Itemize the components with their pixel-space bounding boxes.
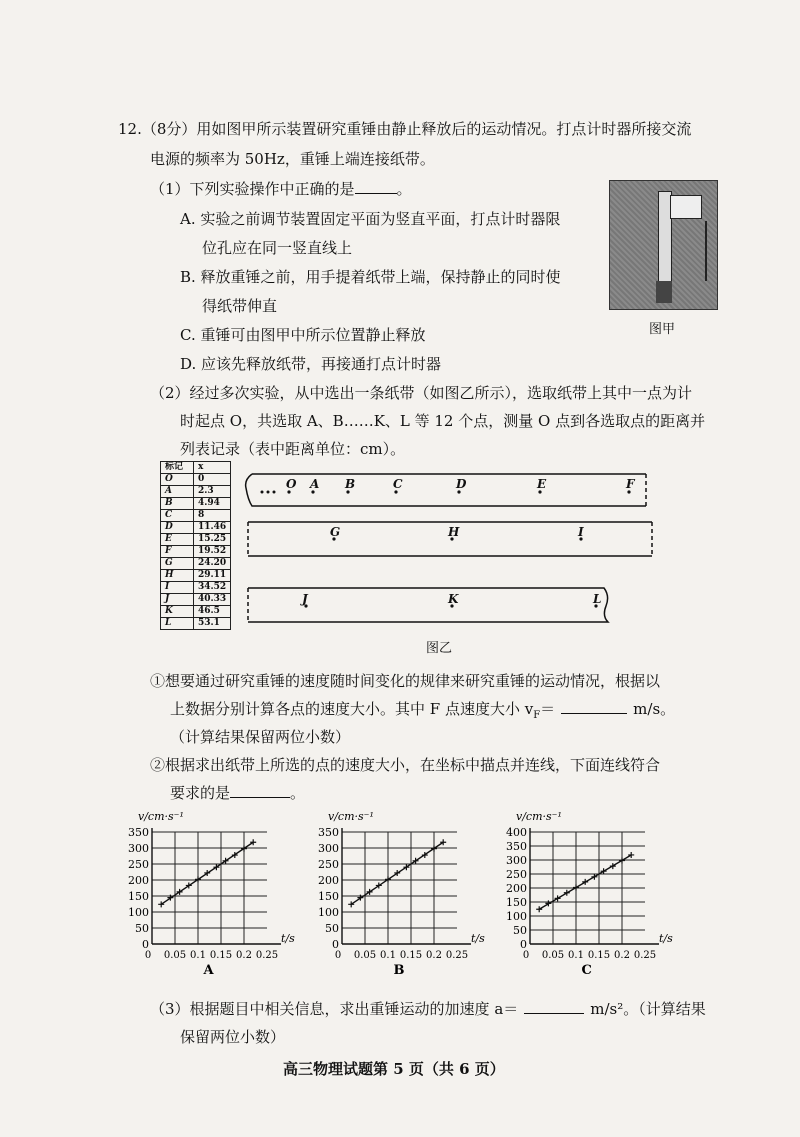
table-cell-distance: 29.11 [194, 570, 231, 582]
chart-y-tick-label: 150 [318, 890, 339, 903]
part2-sub1-eq: ＝ [540, 700, 556, 718]
chart-y-tick-label: 250 [128, 858, 149, 871]
table-header-x: x [194, 462, 231, 474]
table-row [161, 570, 231, 582]
table-cell-mark: D [161, 522, 194, 534]
table-cell-mark: I [161, 582, 194, 594]
chart-y-tick-label: 0 [520, 938, 527, 951]
table-row [161, 522, 231, 534]
table-row [161, 546, 231, 558]
part3-text: （3）根据题目中相关信息，求出重锤运动的加速度 a＝ [150, 1000, 519, 1018]
table-row [161, 558, 231, 570]
apparatus-weight [656, 281, 672, 303]
part2-line2: 时起点 O，共选取 A、B……K、L 等 12 个点，测量 O 点到各选取点的距离并 [180, 412, 706, 430]
chart-data-point [628, 852, 634, 858]
part3-line2: 保留两位小数） [180, 1028, 286, 1046]
part1-answer-blank[interactable] [355, 179, 397, 194]
tape-label-a: A [310, 477, 320, 491]
part2-sub2-end: 。 [290, 784, 306, 802]
chart-y-tick-label: 200 [128, 874, 149, 887]
tape-label-b: B [345, 477, 356, 491]
table-cell-distance: 19.52 [194, 546, 231, 558]
chart-x-tick-label: 0.15 [399, 950, 423, 961]
part1-prompt-end: 。 [396, 180, 412, 198]
part2-line3: 列表记录（表中距离单位：cm）。 [180, 440, 406, 458]
chart-x-axis-label: t/s [471, 932, 485, 945]
chart-y-tick-label: 350 [506, 840, 527, 853]
part1-option-c: C. 重锤可由图甲中所示位置静止释放 [180, 326, 426, 344]
tape-label-i: I [578, 525, 584, 539]
chart-x-tick-label: 0.2 [426, 950, 442, 961]
part2-sub1-unit: m/s。 [633, 700, 676, 718]
table-cell-distance: 53.1 [194, 618, 231, 630]
table-cell-distance: 24.20 [194, 558, 231, 570]
chart-answer-blank[interactable] [230, 783, 290, 798]
chart-y-tick-label: 100 [506, 910, 527, 923]
apparatus-clamp [670, 195, 702, 219]
page-footer: 高三物理试题第 5 页（共 6 页） [283, 1060, 505, 1078]
chart-y-tick-label: 150 [128, 890, 149, 903]
chart-y-tick-label: 150 [506, 896, 527, 909]
table-cell-distance: 34.52 [194, 582, 231, 594]
table-cell-mark: O [161, 474, 194, 486]
table-cell-mark: C [161, 510, 194, 522]
part2-sub1-line2 [170, 698, 675, 721]
chart-x-tick-label: 0.25 [445, 950, 469, 961]
table-header-mark: 标记 [161, 462, 194, 474]
part1-option-a-line1: A. 实验之前调节装置固定平面为竖直平面，打点计时器限 [180, 210, 561, 228]
chart-y-tick-label: 0 [142, 938, 149, 951]
chart-y-tick-label: 0 [332, 938, 339, 951]
chart-data-point [536, 906, 542, 912]
chart-x-axis-label: t/s [281, 932, 295, 945]
part2-sub2-line2 [170, 782, 305, 803]
chart-y-tick-label: 400 [506, 826, 527, 839]
chart-x-tick-label: 0 [334, 950, 342, 961]
chart-x-tick-label: 0.1 [568, 950, 584, 961]
question-header-line1: 12.（8分）用如图甲所示装置研究重锤由静止释放后的运动情况。打点计时器所接交流 [118, 120, 692, 138]
chart-y-tick-label: 100 [128, 906, 149, 919]
chart-x-tick-label: 0.15 [209, 950, 233, 961]
chart-option-label: B [393, 963, 405, 978]
table-cell-mark: L [161, 618, 194, 630]
part2-sub2-text: 要求的是 [170, 784, 231, 802]
table-header-row [161, 462, 231, 474]
chart-x-tick-label: 0 [522, 950, 530, 961]
tape-label-d: D [456, 477, 467, 491]
tape-label-j: J [302, 592, 308, 606]
part2-sub1-subscript: F [533, 710, 541, 721]
part2-sub1-line1: ①想要通过研究重锤的速度随时间变化的规律来研究重锤的运动情况，根据以 [150, 672, 661, 690]
apparatus-photo [609, 180, 718, 310]
chart-x-axis-label: t/s [659, 932, 673, 945]
chart-x-tick-label: 0.05 [163, 950, 187, 961]
table-row [161, 474, 231, 486]
table-cell-mark: E [161, 534, 194, 546]
part2-sub2-line1: ②根据求出纸带上所选的点的速度大小，在坐标中描点并连线，下面连线符合 [150, 756, 661, 774]
table-cell-mark: J [161, 594, 194, 606]
vf-answer-blank[interactable] [561, 699, 627, 714]
table-cell-distance: 8 [194, 510, 231, 522]
velocity-time-charts [0, 810, 800, 990]
table-row [161, 534, 231, 546]
chart-x-tick-label: 0.1 [380, 950, 396, 961]
table-cell-distance: 15.25 [194, 534, 231, 546]
chart-y-tick-label: 250 [318, 858, 339, 871]
chart-y-tick-label: 200 [318, 874, 339, 887]
chart-y-tick-label: 50 [325, 922, 339, 935]
part2-sub1-line3: （计算结果保留两位小数） [170, 728, 351, 746]
figure-yi-caption: 图乙 [426, 641, 453, 656]
table-row [161, 594, 231, 606]
table-cell-mark: G [161, 558, 194, 570]
chart-y-tick-label: 350 [128, 826, 149, 839]
tape-label-e: E [537, 477, 547, 491]
chart-x-tick-label: 0.05 [353, 950, 377, 961]
chart-option-label: C [581, 963, 592, 978]
chart-x-tick-label: 0.05 [541, 950, 565, 961]
table-row [161, 606, 231, 618]
chart-y-axis-label: v/cm·s⁻¹ [138, 810, 184, 823]
chart-y-tick-label: 50 [135, 922, 149, 935]
chart-x-tick-label: 0.2 [236, 950, 252, 961]
table-cell-mark: K [161, 606, 194, 618]
chart-y-tick-label: 50 [513, 924, 527, 937]
chart-x-tick-label: 0.25 [255, 950, 279, 961]
question-header-line2: 电源的频率为 50Hz，重锤上端连接纸带。 [150, 150, 435, 168]
chart-y-tick-label: 100 [318, 906, 339, 919]
part2-line1: （2）经过多次实验，从中选出一条纸带（如图乙所示），选取纸带上其中一点为计 [150, 384, 693, 402]
table-row [161, 510, 231, 522]
chart-y-tick-label: 350 [318, 826, 339, 839]
table-cell-mark: A [161, 486, 194, 498]
chart-x-tick-label: 0.2 [614, 950, 630, 961]
table-row [161, 486, 231, 498]
table-row [161, 582, 231, 594]
chart-x-tick-label: 0.25 [633, 950, 657, 961]
tape-label-o: O [286, 477, 297, 491]
part1-option-d: D. 应该先释放纸带，再接通打点计时器 [180, 355, 442, 373]
tape-label-f: F [626, 477, 635, 491]
table-cell-distance: 2.3 [194, 486, 231, 498]
chart-y-tick-label: 300 [318, 842, 339, 855]
table-cell-mark: B [161, 498, 194, 510]
part1-prompt-text: （1）下列实验操作中正确的是 [150, 180, 355, 198]
tape-label-h: H [448, 525, 460, 539]
part2-sub1-text: 上数据分别计算各点的速度大小。其中 F 点速度大小 v [170, 700, 534, 718]
table-cell-mark: F [161, 546, 194, 558]
table-row [161, 618, 231, 630]
tape-label-l: L [593, 592, 602, 606]
tape-label-k: K [448, 592, 459, 606]
chart-y-tick-label: 200 [506, 882, 527, 895]
chart-x-tick-label: 0 [144, 950, 152, 961]
tape-label-g: G [330, 525, 341, 539]
chart-y-tick-label: 300 [506, 854, 527, 867]
question-header [118, 118, 691, 140]
chart-y-axis-label: v/cm·s⁻¹ [328, 810, 374, 823]
chart-y-tick-label: 300 [128, 842, 149, 855]
table-cell-distance: 40.33 [194, 594, 231, 606]
acceleration-answer-blank[interactable] [524, 999, 584, 1014]
apparatus-wire [705, 221, 707, 281]
paper-tape [238, 466, 658, 636]
tape-label-c: C [393, 477, 403, 491]
table-row [161, 498, 231, 510]
part1-option-a-line2: 位孔应在同一竖直线上 [202, 239, 353, 257]
table-cell-distance: 11.46 [194, 522, 231, 534]
chart-y-tick-label: 250 [506, 868, 527, 881]
part1-option-b-line2: 得纸带伸直 [202, 297, 278, 315]
chart-x-tick-label: 0.15 [587, 950, 611, 961]
chart-y-axis-label: v/cm·s⁻¹ [516, 810, 562, 823]
part3-line1 [150, 998, 706, 1019]
part1-prompt [150, 178, 412, 199]
part1-option-b-line1: B. 释放重锤之前，用手提着纸带上端，保持静止的同时使 [180, 268, 561, 286]
chart-x-tick-label: 0.1 [190, 950, 206, 961]
part3-unit: m/s²。（计算结果 [590, 1000, 706, 1018]
table-cell-distance: 4.94 [194, 498, 231, 510]
chart-option-label: A [203, 963, 214, 978]
table-cell-distance: 46.5 [194, 606, 231, 618]
figure-jia-caption: 图甲 [649, 322, 676, 337]
distance-table [160, 461, 231, 630]
table-cell-mark: H [161, 570, 194, 582]
table-cell-distance: 0 [194, 474, 231, 486]
